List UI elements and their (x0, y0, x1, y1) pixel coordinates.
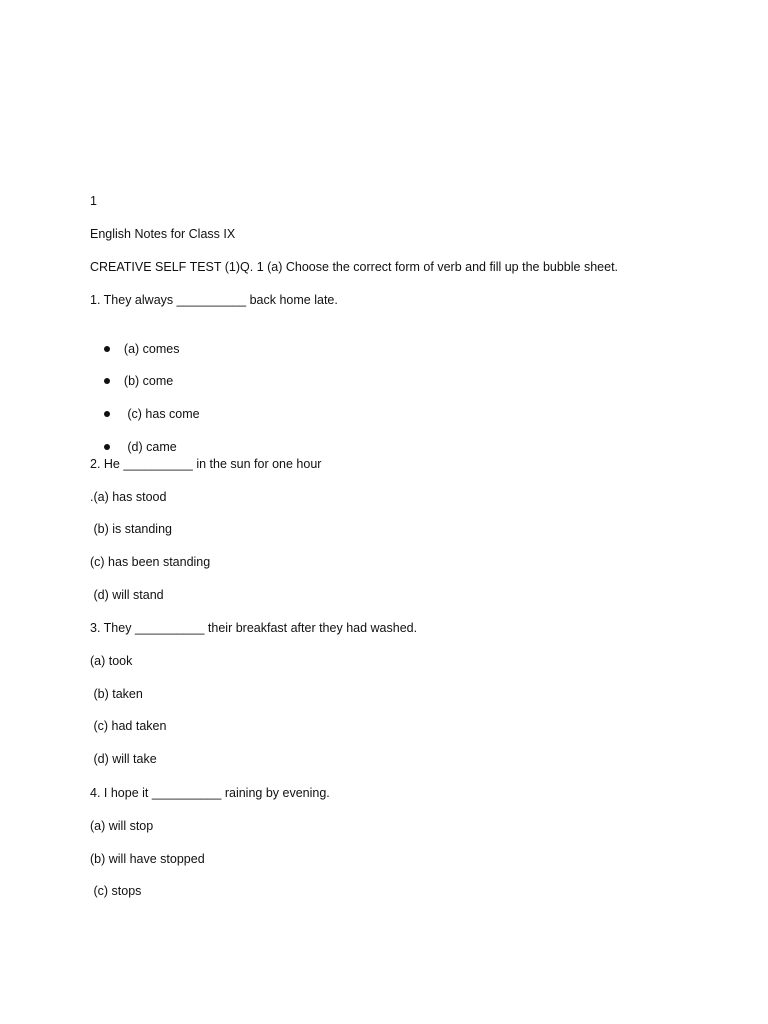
question-4: 4. I hope it __________ raining by evening. (90, 786, 330, 800)
page-number: 1 (90, 194, 97, 208)
q4-option-c: (c) stops (90, 884, 142, 898)
question-2: 2. He __________ in the sun for one hour (90, 457, 322, 471)
option-label: (d) came (123, 440, 177, 454)
option-label: (b) come (123, 374, 174, 388)
q2-option-b: (b) is standing (90, 522, 172, 536)
test-instruction: CREATIVE SELF TEST (1)Q. 1 (a) Choose the correct form of verb and fill up the bubble sheet. (90, 260, 619, 274)
q3-option-b: (b) taken (90, 687, 143, 701)
q4-option-b: (b) will have stopped (90, 852, 205, 866)
q4-option-a: (a) will stop (90, 819, 154, 833)
q2-option-d: (d) will stand (90, 588, 164, 602)
q3-option-a: (a) took (90, 654, 133, 668)
document-title: English Notes for Class IX (90, 227, 236, 241)
q3-option-d: (d) will take (90, 752, 157, 766)
q3-option-c: (c) had taken (90, 719, 167, 733)
bullet-icon (104, 411, 110, 417)
option-label: (a) comes (123, 342, 180, 356)
q2-option-a: .(a) has stood (90, 490, 167, 504)
question-1: 1. They always __________ back home late. (90, 293, 338, 307)
option-label: (c) has come (123, 407, 200, 421)
bullet-icon (104, 378, 110, 384)
bullet-icon (104, 346, 110, 352)
question-3: 3. They __________ their breakfast after they had washed. (90, 621, 418, 635)
q2-option-c: (c) has been standing (90, 555, 211, 569)
bullet-icon (104, 444, 110, 450)
